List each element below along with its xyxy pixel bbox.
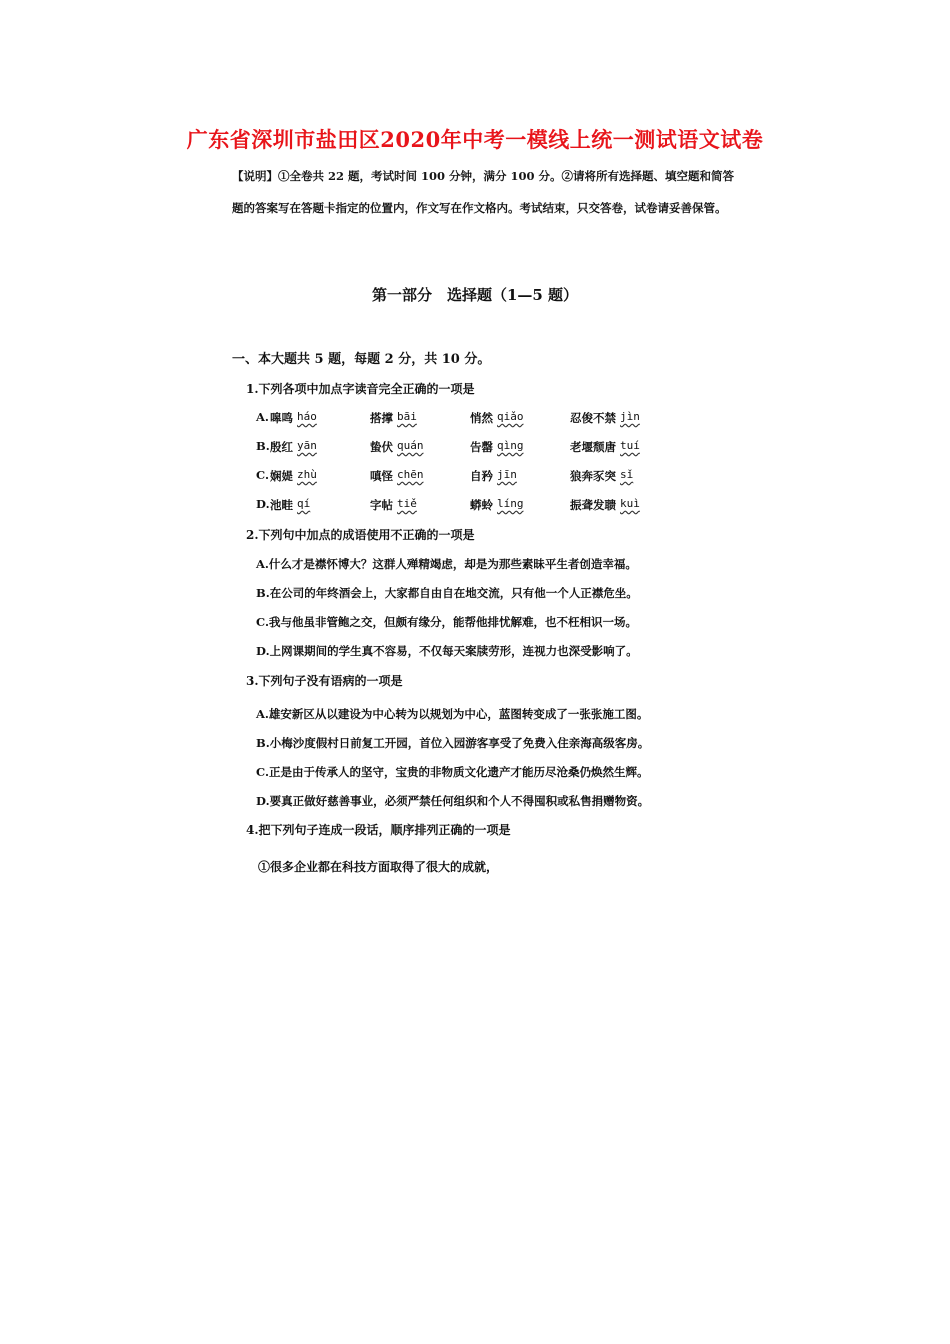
option-label: B. <box>256 439 270 453</box>
question-1-stem: 1.下列各项中加点字读音完全正确的一项是 <box>246 382 475 396</box>
q1-option-row <box>256 468 670 484</box>
exam-instructions: 【说明】①全卷共 22 题，考试时间 100 分钟，满分 100 分。②请将所有选择题、填空题和简答题的答案写在答题卡指定的位置内，作文写在作文格内。考试结束，只交答卷，试卷请妥善保管。 <box>232 169 735 215</box>
word-cell: 振聋发聩 kuì <box>570 497 640 512</box>
word-cell: 告罄 qìng <box>470 439 524 454</box>
q3-option-b: B.小梅沙度假村日前复工开园，首位入园游客享受了免费入住亲海高级客房。 <box>256 736 650 750</box>
q3-option-c: C.正是由于传承人的坚守，宝贵的非物质文化遗产才能历尽沧桑仍焕然生辉。 <box>256 765 649 779</box>
q2-option-b: B.在公司的年终酒会上，大家都自由自在地交流，只有他一个人正襟危坐。 <box>256 586 638 600</box>
q4-sentence-1: ①很多企业都在科技方面取得了很大的成就， <box>258 860 499 874</box>
word-cell: 悄然 qiǎo <box>470 410 524 425</box>
q2-option-a: A.什么才是襟怀博大？这群人殚精竭虑，却是为那些素昧平生者创造幸福。 <box>256 557 637 571</box>
question-4-stem: 4.把下列句子连成一段话，顺序排列正确的一项是 <box>246 823 511 837</box>
word-cell: 狼奔豕突 sǐ <box>570 468 634 483</box>
question-2-stem: 2.下列句中加点的成语使用不正确的一项是 <box>246 528 475 542</box>
option-label: D. <box>256 497 270 511</box>
q2-option-c: C.我与他虽非管鲍之交，但颇有缘分，能帮他排忧解难，也不枉相识一场。 <box>256 615 637 629</box>
q3-option-d: D.要真正做好慈善事业，必须严禁任何组织和个人不得囤积或私售捐赠物资。 <box>256 794 650 808</box>
q1-option-row <box>256 497 670 513</box>
word-cell: 蟒蛉 líng <box>470 497 524 512</box>
word-cell: 殷红 yān <box>270 439 317 454</box>
word-cell: 娴媞 zhù <box>270 468 317 483</box>
section-heading: 一、本大题共 5 题，每题 2 分，共 10 分。 <box>232 352 491 367</box>
word-cell: 蛰伏 quán <box>370 439 424 454</box>
document-scan <box>232 160 752 224</box>
option-label: C. <box>256 468 269 482</box>
q3-option-a: A.雄安新区从以建设为中心转为以规划为中心，蓝图转变成了一张张施工图。 <box>256 707 649 721</box>
question-3-stem: 3.下列句子没有语病的一项是 <box>246 674 403 688</box>
word-cell: 嗔怪 chēn <box>370 468 424 483</box>
q1-option-row <box>256 439 670 455</box>
option-label: A. <box>256 410 269 424</box>
word-cell: 搭撑 bāi <box>370 410 417 425</box>
q1-option-row <box>256 410 670 426</box>
word-cell: 老堰颓唐 tuí <box>570 439 640 454</box>
page-title: 广东省深圳市盐田区2020年中考一模线上统一测试语文试卷 <box>186 127 764 152</box>
word-cell: 池畦 qí <box>270 497 311 512</box>
word-cell: 自矜 jīn <box>470 468 517 483</box>
q2-option-d: D.上网课期间的学生真不容易，不仅每天案牍劳形，连视力也深受影响了。 <box>256 644 638 658</box>
word-cell: 字帖 tiě <box>370 497 417 512</box>
part-heading: 第一部分 选择题（1—5 题） <box>371 286 579 304</box>
word-cell: 嗥鸣 háo <box>270 410 317 425</box>
word-cell: 忍俊不禁 jìn <box>570 410 640 425</box>
